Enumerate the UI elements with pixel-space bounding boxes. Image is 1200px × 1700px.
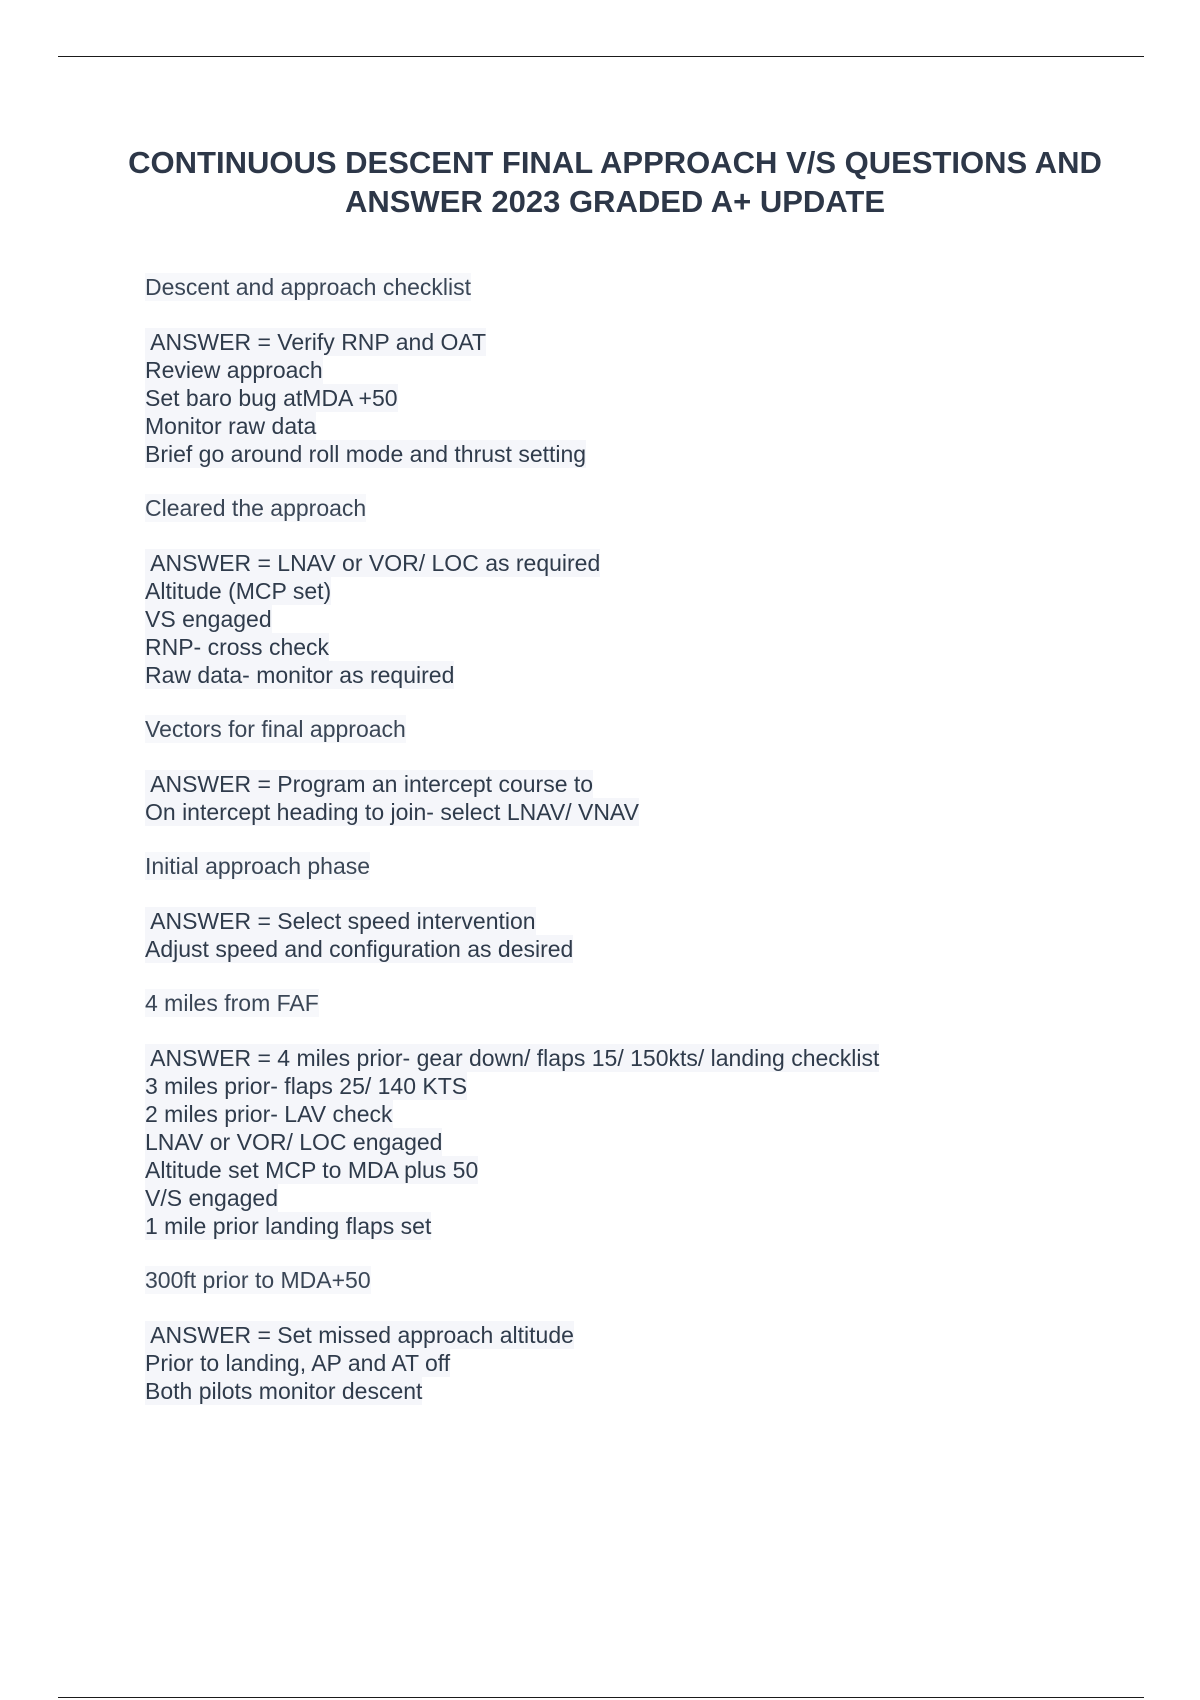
answer-line: 3 miles prior- flaps 25/ 140 KTS <box>145 1073 468 1099</box>
answer-line: Adjust speed and configuration as desired <box>145 936 574 962</box>
answer-line: RNP- cross check <box>145 634 330 660</box>
answer-line: ANSWER = Select speed intervention <box>145 908 536 934</box>
question-text: Descent and approach checklist <box>145 274 472 300</box>
answer-line: ANSWER = Set missed approach altitude <box>145 1322 574 1348</box>
answer-block <box>145 1044 1145 1240</box>
question-text: Initial approach phase <box>145 853 371 879</box>
answer-line: ANSWER = Verify RNP and OAT <box>145 329 487 355</box>
question-text: 300ft prior to MDA+50 <box>145 1267 371 1293</box>
answer-line: VS engaged <box>145 606 272 632</box>
answer-line: Both pilots monitor descent <box>145 1378 423 1404</box>
answer-line: Prior to landing, AP and AT off <box>145 1350 451 1376</box>
answer-line: V/S engaged <box>145 1185 279 1211</box>
bottom-rule <box>58 1697 1144 1698</box>
answer-block <box>145 770 1145 826</box>
answer-line: Brief go around roll mode and thrust setting <box>145 441 587 467</box>
answer-line: Monitor raw data <box>145 413 317 439</box>
answer-line: ANSWER = 4 miles prior- gear down/ flaps 15/ 150kts/ landing checklist <box>145 1045 880 1071</box>
question-text: 4 miles from FAF <box>145 990 319 1016</box>
answer-block <box>145 907 1145 963</box>
qa-item <box>145 715 1145 826</box>
answer-block <box>145 1321 1145 1405</box>
qa-item <box>145 494 1145 689</box>
answer-block <box>145 328 1145 468</box>
answer-line: Review approach <box>145 357 323 383</box>
answer-line: ANSWER = Program an intercept course to <box>145 771 594 797</box>
top-rule <box>58 56 1144 57</box>
qa-item <box>145 273 1145 468</box>
qa-item <box>145 852 1145 963</box>
question-text: Vectors for final approach <box>145 716 406 742</box>
qa-list <box>145 273 1145 1431</box>
document-title: CONTINUOUS DESCENT FINAL APPROACH V/S QUESTIONS AND ANSWER 2023 GRADED A+ UPDATE <box>128 145 1102 219</box>
answer-line: 2 miles prior- LAV check <box>145 1101 393 1127</box>
answer-line: Set baro bug atMDA +50 <box>145 385 398 411</box>
question-text: Cleared the approach <box>145 495 367 521</box>
answer-line: LNAV or VOR/ LOC engaged <box>145 1129 443 1155</box>
answer-line: 1 mile prior landing flaps set <box>145 1213 432 1239</box>
qa-item <box>145 1266 1145 1405</box>
answer-line: Raw data- monitor as required <box>145 662 455 688</box>
answer-line: Altitude (MCP set) <box>145 578 332 604</box>
qa-item <box>145 989 1145 1240</box>
answer-line: Altitude set MCP to MDA plus 50 <box>145 1157 479 1183</box>
answer-line: ANSWER = LNAV or VOR/ LOC as required <box>145 550 601 576</box>
answer-line: On intercept heading to join- select LNAV/ VNAV <box>145 799 639 825</box>
answer-block <box>145 549 1145 689</box>
